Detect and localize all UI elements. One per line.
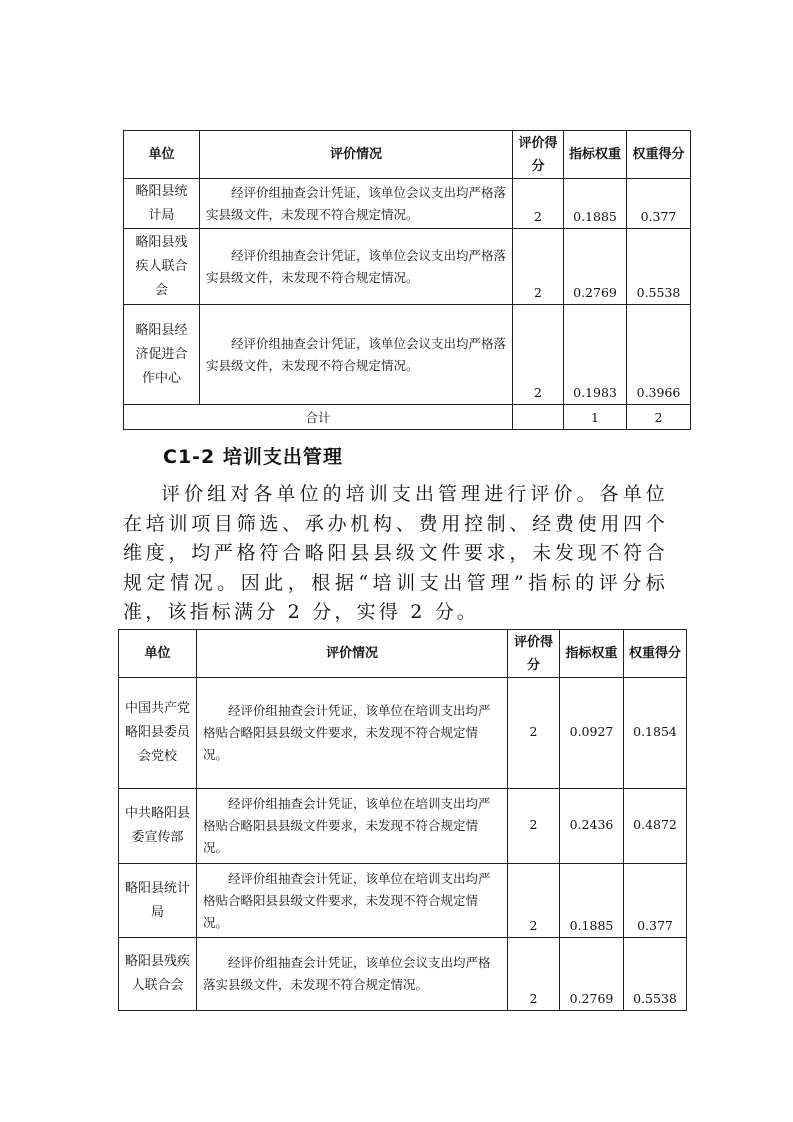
table-row bbox=[124, 179, 691, 229]
training-expense-table bbox=[118, 629, 687, 1011]
weighted-cell: 0.5538 bbox=[627, 229, 691, 305]
header-score: 评价得分 bbox=[508, 630, 560, 678]
weight-cell: 0.2769 bbox=[560, 938, 624, 1011]
unit-cell: 中共略阳县委宣传部 bbox=[119, 789, 197, 864]
table-row bbox=[119, 864, 687, 938]
table-row bbox=[119, 678, 687, 789]
weighted-cell: 0.1854 bbox=[624, 678, 687, 789]
header-unit: 单位 bbox=[124, 131, 200, 179]
evaluation-cell: 经评价组抽查会计凭证，该单位在培训支出均严格贴合略阳县县级文件要求，未发现不符合规定情况。 bbox=[197, 678, 508, 789]
weighted-cell: 0.5538 bbox=[624, 938, 687, 1011]
header-unit: 单位 bbox=[119, 630, 197, 678]
total-weight: 1 bbox=[564, 405, 627, 430]
header-weighted: 权重得分 bbox=[627, 131, 691, 179]
total-weighted: 2 bbox=[627, 405, 691, 430]
unit-cell: 略阳县统计局 bbox=[119, 864, 197, 938]
unit-cell: 略阳县残疾人联合会 bbox=[124, 229, 200, 305]
total-label: 合计 bbox=[124, 405, 513, 430]
score-cell: 2 bbox=[513, 305, 564, 405]
section-heading: C1-2 培训支出管理 bbox=[163, 446, 343, 468]
weight-cell: 0.2769 bbox=[564, 229, 627, 305]
evaluation-cell: 经评价组抽查会计凭证，该单位会议支出均严格落实县级文件，未发现不符合规定情况。 bbox=[197, 938, 508, 1011]
header-evaluation: 评价情况 bbox=[197, 630, 508, 678]
score-cell: 2 bbox=[513, 229, 564, 305]
header-weight: 指标权重 bbox=[560, 630, 624, 678]
table-row bbox=[119, 938, 687, 1011]
unit-cell: 略阳县残疾人联合会 bbox=[119, 938, 197, 1011]
score-cell: 2 bbox=[508, 938, 560, 1011]
evaluation-cell: 经评价组抽查会计凭证，该单位在培训支出均严格贴合略阳县县级文件要求，未发现不符合规定情况。 bbox=[197, 789, 508, 864]
header-evaluation: 评价情况 bbox=[200, 131, 513, 179]
table-header-row bbox=[124, 131, 691, 179]
weight-cell: 0.2436 bbox=[560, 789, 624, 864]
total-score bbox=[513, 405, 564, 430]
evaluation-cell: 经评价组抽查会计凭证，该单位会议支出均严格落实县级文件，未发现不符合规定情况。 bbox=[200, 229, 513, 305]
evaluation-cell: 经评价组抽查会计凭证，该单位会议支出均严格落实县级文件，未发现不符合规定情况。 bbox=[200, 179, 513, 229]
weight-cell: 0.1885 bbox=[560, 864, 624, 938]
header-weighted: 权重得分 bbox=[624, 630, 687, 678]
unit-cell: 略阳县经济促进合作中心 bbox=[124, 305, 200, 405]
weighted-cell: 0.377 bbox=[627, 179, 691, 229]
evaluation-cell: 经评价组抽查会计凭证，该单位在培训支出均严格贴合略阳县县级文件要求，未发现不符合规定情况。 bbox=[197, 864, 508, 938]
table-header-row bbox=[119, 630, 687, 678]
score-cell: 2 bbox=[508, 864, 560, 938]
score-cell: 2 bbox=[508, 678, 560, 789]
weighted-cell: 0.4872 bbox=[624, 789, 687, 864]
weight-cell: 0.1983 bbox=[564, 305, 627, 405]
score-cell: 2 bbox=[508, 789, 560, 864]
total-row bbox=[124, 405, 691, 430]
weight-cell: 0.1885 bbox=[564, 179, 627, 229]
header-score: 评价得分 bbox=[513, 131, 564, 179]
unit-cell: 中国共产党略阳县委员会党校 bbox=[119, 678, 197, 789]
meeting-expense-table bbox=[123, 130, 691, 430]
evaluation-cell: 经评价组抽查会计凭证，该单位会议支出均严格落实县级文件，未发现不符合规定情况。 bbox=[200, 305, 513, 405]
score-cell: 2 bbox=[513, 179, 564, 229]
table-row bbox=[119, 789, 687, 864]
table-row bbox=[124, 229, 691, 305]
weighted-cell: 0.377 bbox=[624, 864, 687, 938]
table-row bbox=[124, 305, 691, 405]
section-paragraph: 评价组对各单位的培训支出管理进行评价。各单位在培训项目筛选、承办机构、费用控制、经费使用四个维度，均严格符合略阳县县级文件要求，未发现不符合规定情况。因此，根据“培训支出管理”指标的评分标准，该指标满分 2 分，实得 2 分。 bbox=[123, 483, 668, 623]
weight-cell: 0.0927 bbox=[560, 678, 624, 789]
weighted-cell: 0.3966 bbox=[627, 305, 691, 405]
header-weight: 指标权重 bbox=[564, 131, 627, 179]
unit-cell: 略阳县统计局 bbox=[124, 179, 200, 229]
